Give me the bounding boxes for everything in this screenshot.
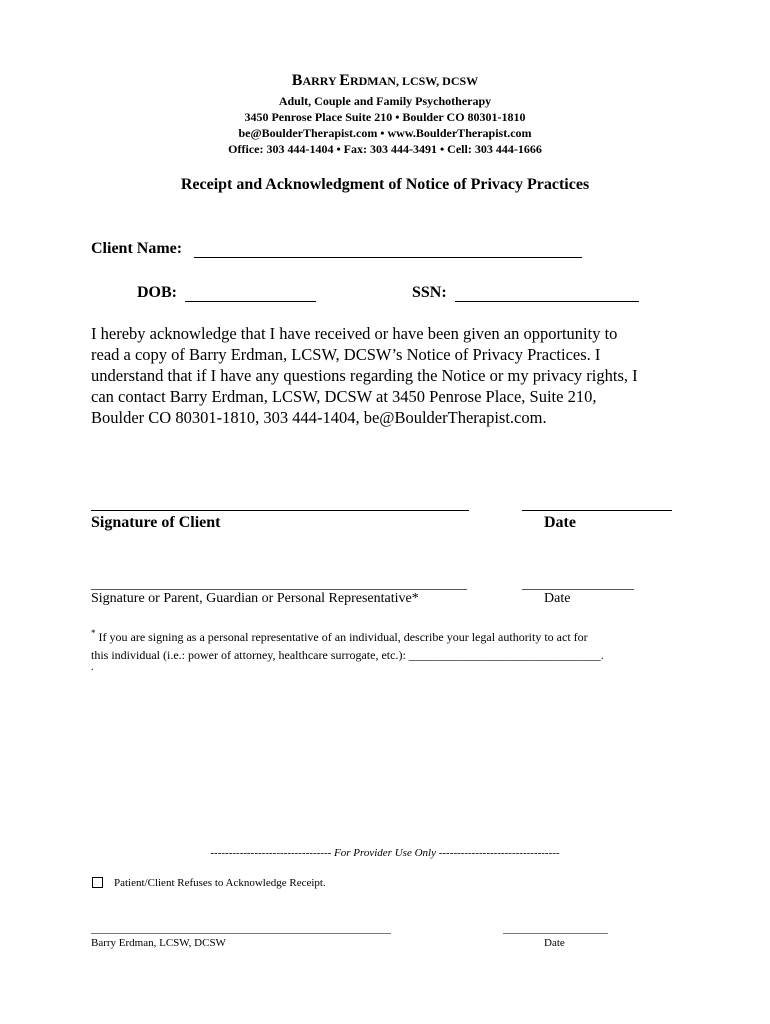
paragraph-line: read a copy of Barry Erdman, LCSW, DCSW’s Notice of Privacy Practices. I xyxy=(91,345,601,364)
footnote-text-1: If you are signing as a personal representative of an individual, describe your legal authority to act for xyxy=(95,630,588,644)
dob-label: DOB: xyxy=(137,284,177,301)
letterhead-phones: Office: 303 444-1404 • Fax: 303 444-3491 • Cell: 303 444-1666 xyxy=(228,142,542,156)
client-name-label: Client Name: xyxy=(91,240,183,257)
client-date-label: Date xyxy=(544,514,576,531)
page-title: Receipt and Acknowledgment of Notice of Privacy Practices xyxy=(180,176,590,193)
provider-signature-line[interactable] xyxy=(91,933,391,934)
footnote-marker: * xyxy=(91,628,96,638)
rep-signature-line[interactable] xyxy=(91,589,467,590)
client-date-line[interactable] xyxy=(522,510,672,511)
paragraph-line: Boulder CO 80301-1810, 303 444-1404, be@BoulderTherapist.com. xyxy=(91,408,547,427)
paragraph-line: can contact Barry Erdman, LCSW, DCSW at 3450 Penrose Place, Suite 210, xyxy=(91,387,597,406)
name-initial-b: B xyxy=(291,72,303,89)
letterhead-web: be@BoulderTherapist.com • www.BoulderTherapist.com xyxy=(238,126,532,140)
name-rest-2: RDMAN xyxy=(349,74,396,88)
rep-date-line[interactable] xyxy=(522,589,634,590)
paragraph-line: understand that if I have any questions regarding the Notice or my privacy rights, I xyxy=(91,366,638,385)
paragraph-line: I hereby acknowledge that I have received or have been given an opportunity to xyxy=(91,324,618,343)
letterhead-subtitle: Adult, Couple and Family Psychotherapy xyxy=(278,94,492,108)
provider-divider: --------------------------------- For Provider Use Only --------------------------------- xyxy=(210,847,560,859)
name-credentials: , LCSW, DCSW xyxy=(395,74,479,88)
rep-date-label: Date xyxy=(544,591,571,606)
client-name-field[interactable] xyxy=(194,257,582,258)
footnote-line-1 xyxy=(91,624,604,646)
refuse-checkbox[interactable] xyxy=(92,877,103,888)
letterhead-address: 3450 Penrose Place Suite 210 • Boulder CO 80301-1810 xyxy=(244,110,526,124)
letterhead-name xyxy=(0,72,770,90)
acknowledgment-paragraph xyxy=(91,323,638,428)
ssn-field[interactable] xyxy=(455,301,639,302)
client-signature-line[interactable] xyxy=(91,510,469,511)
provider-signer-name: Barry Erdman, LCSW, DCSW xyxy=(91,937,226,949)
rep-signature-label: Signature or Parent, Guardian or Personal Representative* xyxy=(91,591,419,606)
provider-date-label: Date xyxy=(544,937,565,949)
name-rest-1: ARRY xyxy=(302,74,340,88)
footnote-text-2: this individual (i.e.: power of attorney, healthcare surrogate, etc.): ________________________________. xyxy=(91,648,604,662)
dob-field[interactable] xyxy=(185,301,316,302)
provider-date-line[interactable] xyxy=(503,933,608,934)
client-signature-label: Signature of Client xyxy=(91,514,221,531)
ssn-label: SSN: xyxy=(412,284,447,301)
footnote-dot: . xyxy=(91,662,94,673)
footnote xyxy=(91,624,604,672)
refuse-checkbox-label: Patient/Client Refuses to Acknowledge Receipt. xyxy=(114,877,326,889)
name-initial-e: E xyxy=(339,72,350,89)
